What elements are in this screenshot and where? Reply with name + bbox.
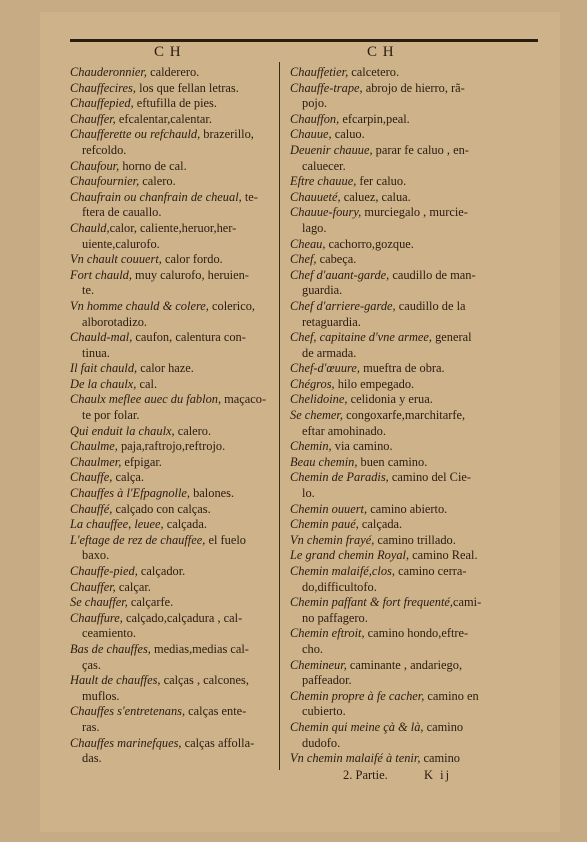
entry-headword: Qui enduit la chaulx, [70, 423, 175, 438]
entry-definition: el fuelo [205, 532, 246, 547]
entry-headword: Chauue, [290, 127, 332, 142]
entry-definition: cabeça. [316, 252, 357, 267]
entry-definition: paja,raftrojo,reftrojo. [117, 439, 226, 454]
entry-continuation: retaguardia. [302, 314, 361, 329]
entry-headword: Hault de chauffes, [70, 673, 161, 688]
entry-continuation: lo. [302, 486, 315, 501]
entry-definition: efcarpin,peal. [339, 111, 410, 126]
entry-headword: Chauffecires, [70, 80, 136, 95]
entry-definition: calçarfe. [127, 595, 174, 610]
dictionary-entry [70, 642, 270, 673]
dictionary-entry [70, 564, 270, 580]
entry-continuation: ftera de cauallo. [82, 205, 162, 220]
dictionary-entry [290, 252, 500, 268]
entry-headword: Se chemer, [290, 408, 343, 423]
entry-continuation: dudofo. [302, 735, 341, 750]
dictionary-entry [70, 174, 270, 190]
dictionary-entry [290, 470, 500, 501]
entry-continuation: refcoldo. [82, 142, 127, 157]
entry-headword: L'eftage de rez de chauffee, [70, 532, 206, 547]
dictionary-entry [290, 205, 500, 236]
running-head-left: C H [154, 44, 182, 60]
entry-definition: caluo. [331, 127, 365, 142]
entry-headword: Chaufferette ou refchauld, [70, 127, 201, 142]
dictionary-entry [70, 486, 270, 502]
dictionary-entry [70, 673, 270, 704]
entry-continuation: uiente,calurofo. [82, 236, 160, 251]
dictionary-entry [70, 96, 270, 112]
entry-definition: congoxarfe,marchitarfe, [342, 408, 466, 423]
entry-headword: Chaufournier, [70, 174, 140, 189]
entry-definition: hilo empegado. [334, 376, 415, 391]
entry-headword: Vn homme chauld & colere, [70, 298, 209, 313]
dictionary-entry [70, 502, 270, 518]
entry-definition: parar fe caluo , en- [372, 142, 469, 157]
header-rule [70, 39, 538, 42]
entry-definition: brazerillo, [200, 127, 254, 142]
dictionary-entry [70, 424, 270, 440]
entry-headword: Eftre chauue, [290, 174, 357, 189]
dictionary-entry [70, 221, 270, 252]
entry-headword: Chauffetier, [290, 65, 349, 79]
dictionary-entry [290, 361, 500, 377]
dictionary-entry [70, 736, 270, 767]
dictionary-entry [70, 112, 270, 128]
dictionary-entry [290, 517, 500, 533]
entry-definition: cami- [453, 595, 482, 610]
entry-definition: caufon, calentura con- [132, 330, 246, 345]
entry-definition: horno de cal. [119, 158, 187, 173]
entry-definition: calor, caliente,heruor,her- [109, 220, 237, 235]
dictionary-entry [70, 65, 270, 81]
entry-definition: muy calurofo, heruien- [131, 267, 249, 282]
dictionary-entry [70, 377, 270, 393]
dictionary-entry [70, 455, 270, 471]
entry-continuation: paffeador. [302, 673, 352, 688]
entry-definition: camino cerra- [394, 564, 467, 578]
entry-definition: via camino. [331, 439, 393, 454]
entry-definition: calças ente- [185, 704, 247, 719]
entry-definition: eftufilla de pies. [133, 96, 217, 111]
left-column [70, 65, 270, 767]
entry-headword: Vn chemin frayé, [290, 532, 375, 547]
entry-continuation: cubierto. [302, 704, 346, 719]
entry-headword: Chauffon, [290, 111, 340, 126]
entry-continuation: guardia. [302, 283, 343, 298]
entry-definition: camino [420, 751, 460, 766]
entry-headword: Chauffes marinefques, [70, 735, 182, 750]
entry-headword: Chaulx meflee auec du fablon, [70, 392, 222, 407]
entry-headword: Chef, [290, 252, 317, 267]
dictionary-entry [70, 361, 270, 377]
entry-definition: calero. [139, 174, 176, 189]
entry-headword: Chelidoine, [290, 392, 348, 407]
entry-headword: Chauffes s'entretenans, [70, 704, 186, 719]
dictionary-entry [290, 548, 500, 564]
dictionary-entry [290, 626, 500, 657]
entry-continuation: tinua. [82, 345, 110, 360]
entry-definition: calçada. [163, 517, 207, 532]
entry-continuation: alborotadizo. [82, 314, 148, 329]
entry-definition: calças , calcones, [160, 673, 249, 688]
entry-definition: maçaco- [221, 392, 267, 407]
entry-definition: caudillo de la [395, 298, 466, 313]
signature-mark: K ij [424, 768, 452, 782]
entry-headword: Chauld, [70, 220, 110, 235]
dictionary-entry [290, 237, 500, 253]
entry-continuation: lago. [302, 220, 327, 235]
entry-headword: Il fait chauld, [70, 361, 138, 376]
entry-headword: Chauueté, [290, 189, 341, 204]
entry-definition: camino hondo,eftre- [364, 626, 469, 641]
entry-headword: Chemin ouuert, [290, 501, 368, 516]
entry-headword: Chaufour, [70, 158, 120, 173]
entry-headword: Vn chemin malaifé à tenir, [290, 751, 421, 766]
entry-definition: camino abierto. [367, 501, 448, 516]
right-column [290, 65, 500, 767]
dictionary-entry [70, 580, 270, 596]
entry-continuation: ras. [82, 719, 100, 734]
dictionary-entry [290, 299, 500, 330]
entry-definition: murciegalo , murcie- [361, 205, 468, 220]
entry-headword: Chemin malaifé,clos, [290, 564, 395, 578]
entry-headword: Fort chauld, [70, 267, 132, 282]
entry-definition: calero. [174, 423, 212, 438]
entry-definition: cachorro,gozque. [325, 236, 414, 251]
entry-definition: general [432, 330, 472, 345]
dictionary-entry [290, 174, 500, 190]
entry-continuation: eftar amohinado. [302, 423, 386, 438]
entry-headword: Chemin qui meine çà & là, [290, 719, 424, 734]
entry-headword: Chemin paué, [290, 517, 359, 532]
entry-continuation: ceamiento. [82, 626, 137, 641]
dictionary-entry [290, 65, 500, 81]
entry-headword: Chauffure, [70, 610, 123, 625]
dictionary-entry [70, 190, 270, 221]
dictionary-entry [70, 268, 270, 299]
entry-continuation: caluecer. [302, 158, 346, 173]
entry-continuation: cho. [302, 641, 323, 656]
entry-headword: Beau chemin, [290, 454, 358, 469]
dictionary-entry [70, 470, 270, 486]
entry-definition: abrojo de hierro, rã- [362, 80, 465, 95]
entry-definition: camino Real. [409, 548, 478, 563]
dictionary-entry [290, 81, 500, 112]
entry-definition: calcetero. [348, 65, 400, 79]
dictionary-entry [290, 190, 500, 206]
entry-headword: Chef-d'œuure, [290, 361, 360, 376]
dictionary-entry [290, 439, 500, 455]
entry-definition: calça. [112, 470, 144, 485]
dictionary-entry [70, 704, 270, 735]
entry-definition: efpigar. [121, 454, 162, 469]
dictionary-entry [290, 455, 500, 471]
entry-headword: Chauue-foury, [290, 205, 362, 220]
dictionary-entry [290, 533, 500, 549]
entry-headword: Chemin, [290, 439, 332, 454]
dictionary-entry [70, 533, 270, 564]
dictionary-entry [70, 159, 270, 175]
entry-headword: Chemin paffant & fort frequenté, [290, 595, 454, 610]
entry-definition: camino [423, 719, 464, 734]
entry-headword: Bas de chauffes, [70, 641, 151, 656]
entry-definition: calças affolla- [181, 735, 255, 750]
entry-definition: calçado con calças. [112, 501, 211, 516]
entry-definition: balones. [190, 486, 235, 501]
entry-headword: Chef, capitaine d'vne armee, [290, 330, 433, 345]
dictionary-entry [290, 720, 500, 751]
entry-headword: Chauffer, [70, 579, 116, 594]
dictionary-entry [290, 564, 500, 595]
entry-definition: calçador. [137, 564, 186, 578]
entry-definition: buen camino. [357, 454, 428, 469]
entry-headword: Chemin de Paradis, [290, 470, 389, 485]
entry-definition: calçado,calçadura , cal- [122, 610, 243, 625]
entry-continuation: no paffagero. [302, 610, 368, 625]
dictionary-entry [70, 439, 270, 455]
entry-headword: Vn chault couuert, [70, 252, 162, 267]
dictionary-entry [70, 611, 270, 642]
entry-headword: La chauffee, leuee, [70, 517, 164, 532]
entry-definition: calor haze. [137, 361, 194, 376]
entry-headword: Se chauffer, [70, 595, 128, 610]
dictionary-entry [70, 299, 270, 330]
dictionary-entry [290, 330, 500, 361]
entry-headword: Chauffe-pied, [70, 564, 138, 578]
entry-continuation: ças. [82, 657, 101, 672]
entry-continuation: te por folar. [82, 408, 140, 423]
entry-headword: Chaufrain ou chanfrain de cheual, [70, 189, 242, 204]
entry-definition: caminante , andariego, [346, 657, 463, 672]
entry-definition: te- [241, 189, 258, 204]
entry-definition: colerico, [208, 298, 256, 313]
entry-definition: calderero. [146, 65, 200, 79]
entry-definition: camino en [424, 688, 479, 703]
dictionary-entry [290, 658, 500, 689]
dictionary-entry [290, 595, 500, 626]
entry-continuation: pojo. [302, 96, 328, 111]
column-divider [279, 62, 280, 770]
entry-definition: camino del Cie- [388, 470, 472, 485]
entry-headword: Chauffé, [70, 501, 113, 516]
entry-headword: Chauld-mal, [70, 330, 133, 345]
dictionary-entry [290, 751, 500, 767]
entry-headword: Cheau, [290, 236, 326, 251]
entry-headword: Deuenir chauue, [290, 142, 373, 157]
dictionary-entry [290, 408, 500, 439]
entry-headword: Chaulme, [70, 439, 118, 454]
entry-continuation: muflos. [82, 688, 120, 703]
entry-definition: camino trillado. [374, 532, 456, 547]
entry-continuation: de armada. [302, 345, 357, 360]
dictionary-entry [290, 143, 500, 174]
entry-headword: Chauffer, [70, 111, 116, 126]
entry-headword: Chemin eftroit, [290, 626, 365, 641]
entry-continuation: das. [82, 751, 102, 766]
dictionary-entry [290, 268, 500, 299]
dictionary-entry [290, 392, 500, 408]
entry-definition: medias,medias cal- [150, 641, 249, 656]
entry-headword: Chauffe-trape, [290, 80, 363, 95]
entry-headword: Chauffe, [70, 470, 113, 485]
entry-definition: calçada. [358, 517, 403, 532]
entry-headword: Chef d'auant-garde, [290, 267, 390, 282]
dictionary-entry [290, 502, 500, 518]
entry-headword: Chauffepied, [70, 96, 134, 111]
running-head-right: C H [367, 44, 395, 60]
entry-headword: De la chaulx, [70, 376, 137, 391]
entry-definition: efcalentar,calentar. [115, 111, 212, 126]
dictionary-entry [70, 330, 270, 361]
entry-headword: Chauffes à l'Efpagnolle, [70, 486, 191, 501]
dictionary-entry [70, 127, 270, 158]
dictionary-entry [290, 127, 500, 143]
entry-definition: caudillo de man- [389, 267, 476, 282]
entry-definition: celidonia y erua. [347, 392, 433, 407]
entry-headword: Chauderonnier, [70, 65, 147, 79]
entry-continuation: do,difficultofo. [302, 579, 377, 594]
part-label: 2. Partie. [343, 768, 388, 782]
dictionary-entry [70, 81, 270, 97]
dictionary-entry [290, 377, 500, 393]
entry-headword: Chef d'arriere-garde, [290, 298, 396, 313]
entry-definition: calor fordo. [161, 252, 223, 267]
entry-continuation: te. [82, 283, 95, 298]
entry-definition: cal. [136, 376, 158, 391]
dictionary-entry [70, 392, 270, 423]
entry-definition: caluez, calua. [340, 189, 411, 204]
dictionary-entry [70, 252, 270, 268]
entry-definition: calçar. [115, 579, 151, 594]
entry-headword: Chemineur, [290, 657, 347, 672]
entry-headword: Le grand chemin Royal, [290, 548, 410, 563]
dictionary-entry [290, 112, 500, 128]
entry-definition: los que fellan letras. [135, 80, 239, 95]
entry-continuation: baxo. [82, 548, 110, 563]
entry-headword: Chemin propre à fe cacher, [290, 688, 425, 703]
dictionary-entry [290, 689, 500, 720]
entry-definition: fer caluo. [356, 174, 407, 189]
entry-headword: Chaulmer, [70, 454, 122, 469]
dictionary-entry [70, 517, 270, 533]
entry-headword: Chégros, [290, 376, 335, 391]
dictionary-entry [70, 595, 270, 611]
entry-definition: mueftra de obra. [360, 361, 445, 376]
